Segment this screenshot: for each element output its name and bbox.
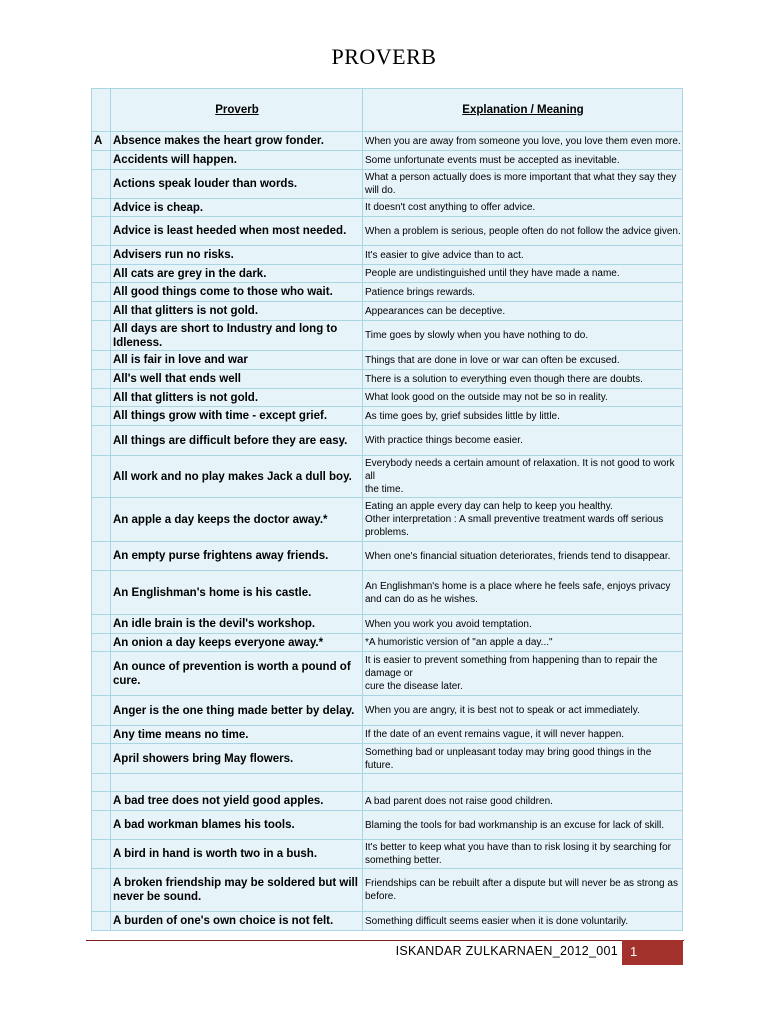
page-title: PROVERB [331, 44, 437, 69]
table-row [92, 744, 683, 774]
row-proverb: All work and no play makes Jack a dull boy. [111, 456, 363, 498]
row-letter [92, 151, 111, 170]
header-explanation: Explanation / Meaning [363, 89, 683, 132]
table-row [92, 389, 683, 407]
row-letter [92, 170, 111, 199]
table-row [92, 302, 683, 321]
table-row [92, 132, 683, 151]
row-letter [92, 498, 111, 542]
row-letter [92, 302, 111, 321]
row-proverb: Accidents will happen. [111, 151, 363, 170]
row-proverb: All days are short to Industry and long to Idleness. [111, 321, 363, 351]
row-proverb: An idle brain is the devil's workshop. [111, 615, 363, 634]
row-explanation: An Englishman's home is a place where he feels safe, enjoys privacy and can do as he wishes. [363, 571, 683, 615]
row-explanation: What a person actually does is more important that what they say they will do. [363, 170, 683, 199]
header-proverb: Proverb [111, 89, 363, 132]
row-explanation: As time goes by, grief subsides little by little. [363, 407, 683, 426]
row-proverb: A broken friendship may be soldered but will never be sound. [111, 869, 363, 912]
row-explanation [363, 774, 683, 792]
table-row [92, 426, 683, 456]
row-explanation: Time goes by slowly when you have nothing to do. [363, 321, 683, 351]
table-row [92, 634, 683, 652]
row-letter [92, 246, 111, 265]
row-explanation: With practice things become easier. [363, 426, 683, 456]
row-proverb: An apple a day keeps the doctor away.* [111, 498, 363, 542]
row-letter [92, 696, 111, 726]
row-proverb: Advice is least heeded when most needed. [111, 217, 363, 246]
row-explanation: Everybody needs a certain amount of relaxation. It is not good to work all the time. [363, 456, 683, 498]
row-explanation: It's easier to give advice than to act. [363, 246, 683, 265]
row-explanation: Blaming the tools for bad workmanship is an excuse for lack of skill. [363, 811, 683, 840]
header-letter [92, 89, 111, 132]
table-row [92, 498, 683, 542]
row-letter [92, 869, 111, 912]
row-proverb: Actions speak louder than words. [111, 170, 363, 199]
row-proverb: An ounce of prevention is worth a pound of cure. [111, 652, 363, 696]
row-explanation: When you work you avoid temptation. [363, 615, 683, 634]
row-proverb: All things are difficult before they are easy. [111, 426, 363, 456]
row-proverb: All things grow with time - except grief. [111, 407, 363, 426]
table-header-row [92, 89, 683, 132]
row-proverb: Absence makes the heart grow fonder. [111, 132, 363, 151]
row-explanation: When you are away from someone you love, you love them even more. [363, 132, 683, 151]
table-row [92, 774, 683, 792]
row-explanation: Something bad or unpleasant today may bring good things in the future. [363, 744, 683, 774]
row-explanation: When one's financial situation deteriorates, friends tend to disappear. [363, 542, 683, 571]
row-letter [92, 426, 111, 456]
table-row [92, 351, 683, 370]
row-letter [92, 811, 111, 840]
row-letter [92, 571, 111, 615]
row-proverb: An Englishman's home is his castle. [111, 571, 363, 615]
row-explanation: Eating an apple every day can help to keep you healthy. Other interpretation : A small preventive treatment wards off serious problems. [363, 498, 683, 542]
row-letter [92, 265, 111, 283]
row-explanation: Patience brings rewards. [363, 283, 683, 302]
row-letter [92, 217, 111, 246]
row-letter [92, 792, 111, 811]
row-explanation: It is easier to prevent something from happening than to repair the damage or cure the disease later. [363, 652, 683, 696]
row-explanation: When a problem is serious, people often do not follow the advice given. [363, 217, 683, 246]
row-proverb: A bird in hand is worth two in a bush. [111, 840, 363, 869]
table-row [92, 407, 683, 426]
table-row [92, 571, 683, 615]
table-row [92, 246, 683, 265]
row-explanation: People are undistinguished until they have made a name. [363, 265, 683, 283]
row-letter [92, 774, 111, 792]
row-explanation: When you are angry, it is best not to speak or act immediately. [363, 696, 683, 726]
row-explanation: Some unfortunate events must be accepted as inevitable. [363, 151, 683, 170]
table-row [92, 615, 683, 634]
row-proverb [111, 774, 363, 792]
table-row [92, 696, 683, 726]
row-letter [92, 634, 111, 652]
row-proverb: All good things come to those who wait. [111, 283, 363, 302]
table-row [92, 370, 683, 389]
row-letter [92, 615, 111, 634]
row-explanation: *A humoristic version of "an apple a day..." [363, 634, 683, 652]
table-row [92, 283, 683, 302]
row-letter [92, 726, 111, 744]
row-proverb: All that glitters is not gold. [111, 389, 363, 407]
table-row [92, 199, 683, 217]
row-proverb: An onion a day keeps everyone away.* [111, 634, 363, 652]
row-letter [92, 199, 111, 217]
row-proverb: All that glitters is not gold. [111, 302, 363, 321]
table-row [92, 542, 683, 571]
row-explanation: It doesn't cost anything to offer advice. [363, 199, 683, 217]
footer-divider [86, 940, 684, 941]
row-explanation: A bad parent does not raise good children. [363, 792, 683, 811]
row-letter [92, 542, 111, 571]
table-row [92, 869, 683, 912]
row-explanation: What look good on the outside may not be so in reality. [363, 389, 683, 407]
table-row [92, 170, 683, 199]
table-row [92, 151, 683, 170]
row-letter: A [92, 132, 111, 151]
table-row [92, 265, 683, 283]
proverb-table [91, 88, 683, 931]
page-number: 1 [622, 940, 683, 965]
row-letter [92, 840, 111, 869]
row-proverb: Anger is the one thing made better by delay. [111, 696, 363, 726]
table-row [92, 456, 683, 498]
row-letter [92, 652, 111, 696]
row-explanation: Friendships can be rebuilt after a dispute but will never be as strong as before. [363, 869, 683, 912]
table-row [92, 792, 683, 811]
row-letter [92, 389, 111, 407]
row-proverb: An empty purse frightens away friends. [111, 542, 363, 571]
row-letter [92, 351, 111, 370]
row-explanation: It's better to keep what you have than to risk losing it by searching for something better. [363, 840, 683, 869]
table-row [92, 912, 683, 931]
row-proverb: Advisers run no risks. [111, 246, 363, 265]
row-explanation: If the date of an event remains vague, it will never happen. [363, 726, 683, 744]
table-row [92, 321, 683, 351]
row-explanation: Appearances can be deceptive. [363, 302, 683, 321]
row-letter [92, 456, 111, 498]
table-row [92, 840, 683, 869]
row-letter [92, 370, 111, 389]
table-row [92, 652, 683, 696]
footer-author: ISKANDAR ZULKARNAEN_2012_001 [395, 944, 618, 958]
row-proverb: All's well that ends well [111, 370, 363, 389]
table-row [92, 726, 683, 744]
row-proverb: A burden of one's own choice is not felt. [111, 912, 363, 931]
row-proverb: All is fair in love and war [111, 351, 363, 370]
row-proverb: April showers bring May flowers. [111, 744, 363, 774]
row-proverb: A bad workman blames his tools. [111, 811, 363, 840]
row-explanation: Something difficult seems easier when it is done voluntarily. [363, 912, 683, 931]
row-letter [92, 321, 111, 351]
row-proverb: Any time means no time. [111, 726, 363, 744]
table-row [92, 811, 683, 840]
row-letter [92, 744, 111, 774]
row-letter [92, 912, 111, 931]
row-explanation: There is a solution to everything even though there are doubts. [363, 370, 683, 389]
row-proverb: A bad tree does not yield good apples. [111, 792, 363, 811]
row-letter [92, 283, 111, 302]
table-row [92, 217, 683, 246]
row-proverb: All cats are grey in the dark. [111, 265, 363, 283]
row-proverb: Advice is cheap. [111, 199, 363, 217]
row-explanation: Things that are done in love or war can often be excused. [363, 351, 683, 370]
row-letter [92, 407, 111, 426]
